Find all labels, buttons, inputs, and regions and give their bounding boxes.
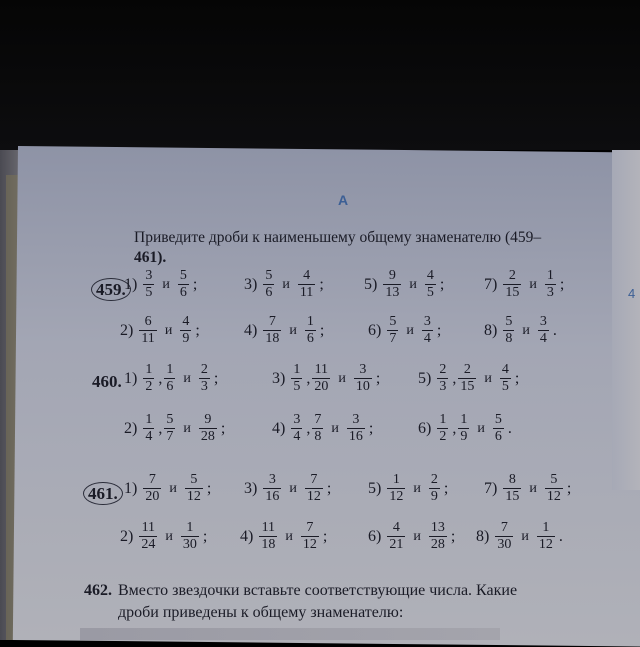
exercise-459-number: 459.: [96, 280, 131, 300]
fraction: $\frac{2}{3}$: [439, 362, 447, 394]
fraction: $\frac{1}{6}$: [306, 314, 314, 346]
e461-item: [240, 520, 327, 553]
fraction: $\frac{2}{9}$: [430, 472, 438, 504]
punctuation: ;: [195, 321, 200, 339]
e460-item: [272, 412, 373, 445]
item-label: 4): [244, 321, 258, 339]
exercise-462: 462. Вместо звездочки вставьте соответствующие числа. Какие дроби приведены к общему знаменателю:: [84, 582, 518, 621]
conjunction: и: [406, 322, 414, 338]
conjunction: и: [169, 480, 177, 496]
fraction: $\frac{7}{8}$: [314, 412, 322, 444]
conjunction: и: [529, 276, 537, 292]
item-label: 7): [484, 479, 498, 497]
fraction: $\frac{1}{12}$: [538, 520, 553, 552]
fraction: $\frac{1}{5}$: [293, 362, 301, 394]
e459-item: [124, 268, 197, 301]
punctuation: ;: [319, 321, 325, 339]
item-label: 5): [368, 479, 382, 497]
conjunction: и: [331, 420, 339, 436]
e459-item: [244, 268, 324, 301]
fraction: $\frac{5}{6}$: [179, 268, 187, 300]
fraction: $\frac{1}{2}$: [439, 412, 447, 444]
conjunction: и: [521, 528, 529, 544]
e459-item: [368, 314, 441, 347]
fraction: $\frac{13}{28}$: [430, 520, 445, 552]
punctuation: ;: [375, 369, 381, 387]
item-label: 8): [484, 321, 498, 339]
conjunction: и: [477, 420, 485, 436]
item-label: 3): [244, 479, 258, 497]
item-label: 5): [418, 369, 432, 387]
fraction: $\frac{5}{8}$: [505, 314, 513, 346]
fraction: $\frac{9}{28}$: [200, 412, 215, 444]
punctuation: ;: [443, 479, 449, 497]
e459-item: [120, 314, 200, 347]
e461-item: [476, 520, 563, 553]
fraction: $\frac{1}{3}$: [546, 268, 554, 300]
e461-item: [368, 472, 448, 505]
fraction: $\frac{1}{12}$: [389, 472, 404, 504]
e460-item: [124, 362, 218, 395]
e459-item: [244, 314, 324, 347]
punctuation: ;: [450, 527, 456, 545]
cut-off-line: [80, 628, 500, 640]
fraction: $\frac{4}{5}$: [426, 268, 434, 300]
fraction: $\frac{3}{5}$: [145, 268, 153, 300]
conjunction: и: [289, 322, 297, 338]
fraction: $\frac{4}{5}$: [501, 362, 509, 394]
comma: ,: [452, 419, 457, 437]
fraction: $\frac{5}{7}$: [389, 314, 397, 346]
exercise-460-number: 460.: [92, 372, 122, 391]
section-letter: А: [338, 192, 349, 208]
punctuation: .: [507, 419, 512, 437]
instruction: Приведите дроби к наименьшему общему знаменателю (459– 461).: [134, 229, 542, 266]
comma: ,: [158, 369, 163, 387]
fraction: $\frac{11}{18}$: [261, 520, 276, 552]
item-label: 7): [484, 275, 498, 293]
e459-item: [484, 268, 564, 301]
punctuation: .: [552, 321, 557, 339]
punctuation: ;: [559, 275, 565, 293]
comma: ,: [158, 419, 163, 437]
conjunction: и: [338, 370, 346, 386]
conjunction: и: [522, 322, 530, 338]
item-label: 3): [244, 275, 258, 293]
fraction: $\frac{8}{15}$: [505, 472, 520, 504]
punctuation: ;: [319, 275, 324, 293]
fraction: $\frac{4}{9}$: [182, 314, 190, 346]
fraction: $\frac{1}{2}$: [145, 362, 153, 394]
e461-item: [244, 472, 331, 505]
fraction: $\frac{3}{10}$: [355, 362, 370, 394]
conjunction: и: [183, 420, 191, 436]
item-label: 5): [364, 275, 378, 293]
fraction: $\frac{9}{13}$: [385, 268, 400, 300]
item-label: 8): [476, 527, 490, 545]
punctuation: ;: [206, 479, 212, 497]
e461-item: [484, 472, 571, 505]
exercise-461-number: 461.: [88, 484, 123, 504]
fraction: $\frac{7}{12}$: [302, 520, 317, 552]
punctuation: ;: [220, 419, 226, 437]
e460-item: [124, 412, 225, 445]
e460-item: [418, 412, 512, 445]
fraction: $\frac{3}{4}$: [293, 412, 301, 444]
conjunction: и: [529, 480, 537, 496]
conjunction: и: [282, 276, 290, 292]
fraction: $\frac{1}{9}$: [460, 412, 468, 444]
fraction: $\frac{6}{11}$: [141, 314, 155, 346]
fraction: $\frac{1}{6}$: [166, 362, 174, 394]
item-label: 6): [418, 419, 432, 437]
conjunction: и: [165, 528, 173, 544]
fraction: $\frac{7}{20}$: [145, 472, 160, 504]
fraction: $\frac{5}{6}$: [265, 268, 273, 300]
conjunction: и: [164, 322, 173, 338]
item-label: 2): [124, 419, 138, 437]
fraction: $\frac{2}{15}$: [460, 362, 475, 394]
fraction: $\frac{7}{18}$: [265, 314, 280, 346]
punctuation: ;: [202, 527, 208, 545]
conjunction: и: [162, 276, 170, 292]
punctuation: ;: [566, 479, 572, 497]
comma: ,: [452, 369, 457, 387]
item-label: 4): [272, 419, 286, 437]
item-label: 1): [124, 369, 138, 387]
item-label: 6): [368, 527, 382, 545]
fraction: $\frac{2}{15}$: [505, 268, 520, 300]
e460-item: [272, 362, 380, 395]
item-label: 4): [240, 527, 254, 545]
e459-item: [364, 268, 444, 301]
conjunction: и: [413, 480, 421, 496]
item-label: 2): [120, 321, 134, 339]
punctuation: ;: [439, 275, 445, 293]
conjunction: и: [289, 480, 297, 496]
e461-item: [124, 472, 211, 505]
fraction: $\frac{3}{4}$: [423, 314, 431, 346]
fraction: $\frac{1}{4}$: [145, 412, 153, 444]
fraction: $\frac{11}{20}$: [314, 362, 329, 394]
fraction: $\frac{11}{24}$: [141, 520, 156, 552]
fraction: $\frac{2}{3}$: [200, 362, 208, 394]
conjunction: и: [183, 370, 191, 386]
e461-item: [120, 520, 207, 553]
conjunction: и: [409, 276, 417, 292]
punctuation: ;: [436, 321, 442, 339]
fraction: $\frac{3}{16}$: [265, 472, 280, 504]
item-label: 6): [368, 321, 382, 339]
punctuation: ;: [326, 479, 332, 497]
fraction: $\frac{7}{12}$: [306, 472, 321, 504]
item-label: 3): [272, 369, 286, 387]
fraction: $\frac{4}{21}$: [389, 520, 404, 552]
comma: ,: [306, 369, 311, 387]
item-label: 1): [124, 479, 138, 497]
e461-item: [368, 520, 455, 553]
punctuation: .: [558, 527, 563, 545]
e460-item: [418, 362, 519, 395]
item-label: 1): [124, 275, 138, 293]
fraction: $\frac{5}{12}$: [186, 472, 201, 504]
punctuation: ;: [368, 419, 374, 437]
fraction: $\frac{5}{6}$: [494, 412, 502, 444]
e459-item: [484, 314, 557, 347]
fraction: $\frac{5}{12}$: [546, 472, 561, 504]
punctuation: ;: [213, 369, 219, 387]
fraction: $\frac{1}{30}$: [182, 520, 197, 552]
fraction: $\frac{4}{11}$: [299, 268, 314, 300]
next-page-number: 4: [628, 286, 636, 301]
conjunction: и: [484, 370, 492, 386]
punctuation: ;: [514, 369, 520, 387]
comma: ,: [306, 419, 311, 437]
conjunction: и: [413, 528, 421, 544]
conjunction: и: [285, 528, 293, 544]
fraction: $\frac{3}{16}$: [348, 412, 363, 444]
punctuation: ;: [192, 275, 198, 293]
fraction: $\frac{3}{4}$: [539, 314, 547, 346]
fraction: $\frac{7}{30}$: [497, 520, 512, 552]
item-label: 2): [120, 527, 134, 545]
punctuation: ;: [322, 527, 328, 545]
fraction: $\frac{5}{7}$: [166, 412, 174, 444]
